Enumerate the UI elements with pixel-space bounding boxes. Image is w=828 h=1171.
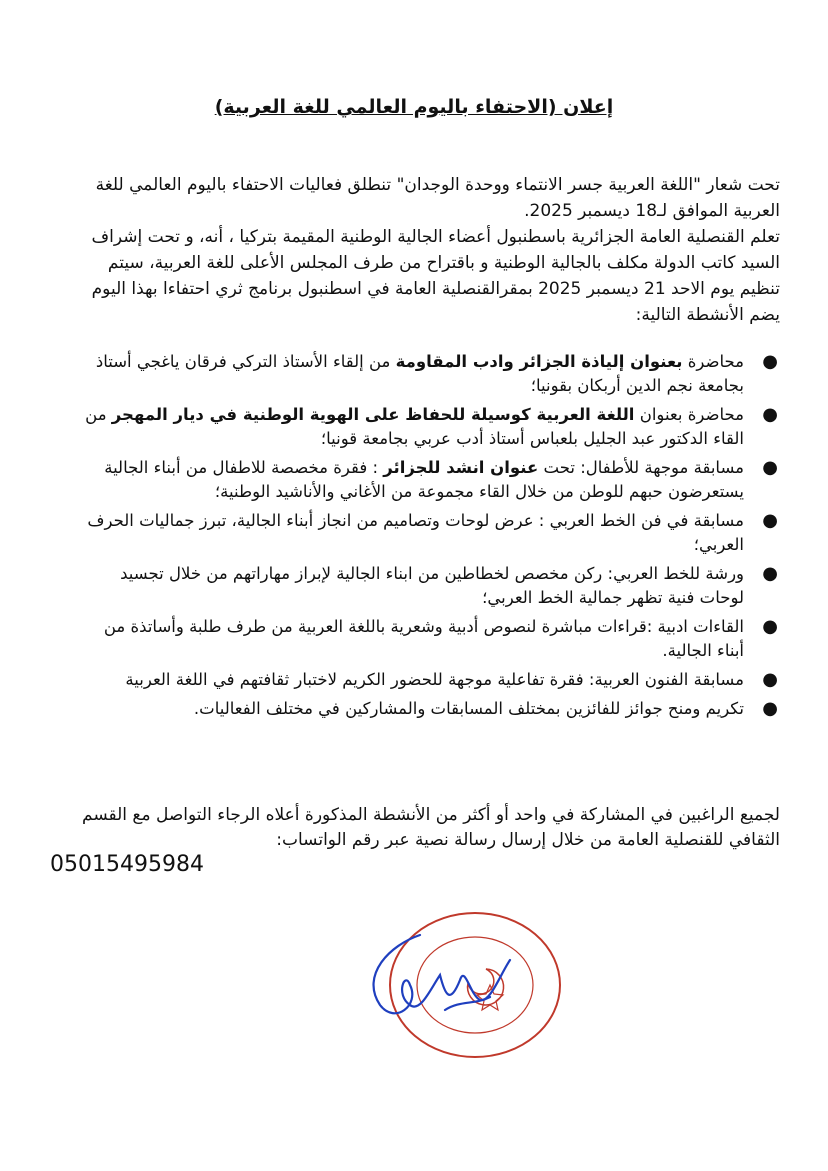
list-item: ● ورشة للخط العربي: ركن مخصص لخطاطين من ابناء الجالية لإبراز مهاراتهم من خلال تجسيد لوحات فنية تظهر جمالية الخط العربي؛ (120, 563, 778, 607)
bullet-icon: ● (762, 351, 778, 372)
intro-paragraph-2: تعلم القنصلية العامة الجزائرية باسطنبول أعضاء الجالية الوطنية المقيمة بتركيا ، أنه، و تحت إشراف السيد كاتب الدولة مكلف بالجالية الوطنية و باقتراح من طرف المجلس الأعلى للغة العربية، سيتم تنظيم يوم الاحد 21 ديسمبر 2025 بمقرالقنصلية العامة في اسطنبول برنامج ثري احتفاءا بهذا اليوم يضم الأنشطة التالية: (91, 227, 780, 325)
whatsapp-number: 05015495984 (50, 852, 204, 877)
bullet-icon: ● (762, 698, 778, 719)
closing-paragraph: لجميع الراغبين في المشاركة في واحد أو أكثر من الأنشطة المذكورة أعلاه الرجاء التواصل مع القسم الثقافي للقنصلية العامة من خلال إرسال رسالة نصية عبر رقم الواتساب: (82, 805, 780, 850)
signature-icon (374, 935, 510, 1013)
bullet-icon: ● (762, 404, 778, 425)
bullet-icon: ● (762, 563, 778, 584)
bullet-icon: ● (762, 669, 778, 690)
closing-section (60, 803, 780, 853)
list-item: ● مسابقة موجهة للأطفال: تحت عنوان انشد للجزائر : فقرة مخصصة للاطفال من أبناء الجالية يستعرضون حبهم للوطن من خلال القاء مجموعة من الأغاني والأناشيد الوطنية؛ (104, 457, 778, 501)
official-stamp (350, 905, 580, 1065)
page-title: إعلان (الاحتفاء باليوم العالمي للغة العربية) (214, 96, 614, 118)
list-item: ● محاضرة بعنوان إلياذة الجزائر وادب المقاومة من إلقاء الأستاذ التركي فرقان ياغجي أستاذ بجامعة نجم الدين أربكان بقونيا؛ (95, 351, 778, 395)
list-item: ● تكريم ومنح جوائز للفائزين بمختلف المسابقات والمشاركين في مختلف الفعاليات. (193, 698, 778, 719)
stamp-seal (390, 913, 560, 1057)
list-item: ● مسابقة في فن الخط العربي : عرض لوحات وتصاميم من انجاز أبناء الجالية، تبرز جماليات الحرف العربي؛ (87, 510, 778, 554)
activities-list (80, 350, 780, 726)
intro-section (80, 172, 780, 328)
bullet-icon: ● (762, 616, 778, 637)
bullet-icon: ● (762, 457, 778, 478)
list-item: ● القاءات ادبية :قراءات مباشرة لنصوص أدبية وشعرية باللغة العربية من طرف طلبة وأساتذة من أبناء الجالية. (103, 616, 778, 660)
bullet-icon: ● (762, 510, 778, 531)
list-item: ● مسابقة الفنون العربية: فقرة تفاعلية موجهة للحضور الكريم لاختبار ثقافتهم في اللغة العربية (125, 669, 778, 690)
intro-paragraph-1: تحت شعار "اللغة العربية جسر الانتماء ووحدة الوجدان" تنطلق فعاليات الاحتفاء باليوم العالمي للغة العربية الموافق لـ18 ديسمبر 2025. (95, 175, 780, 221)
list-item: ● محاضرة بعنوان اللغة العربية كوسيلة للحفاظ على الهوية الوطنية في ديار المهجر من القاء الدكتور عبد الجليل بلعباس أستاذ أدب عربي بجامعة قونيا؛ (85, 404, 778, 448)
